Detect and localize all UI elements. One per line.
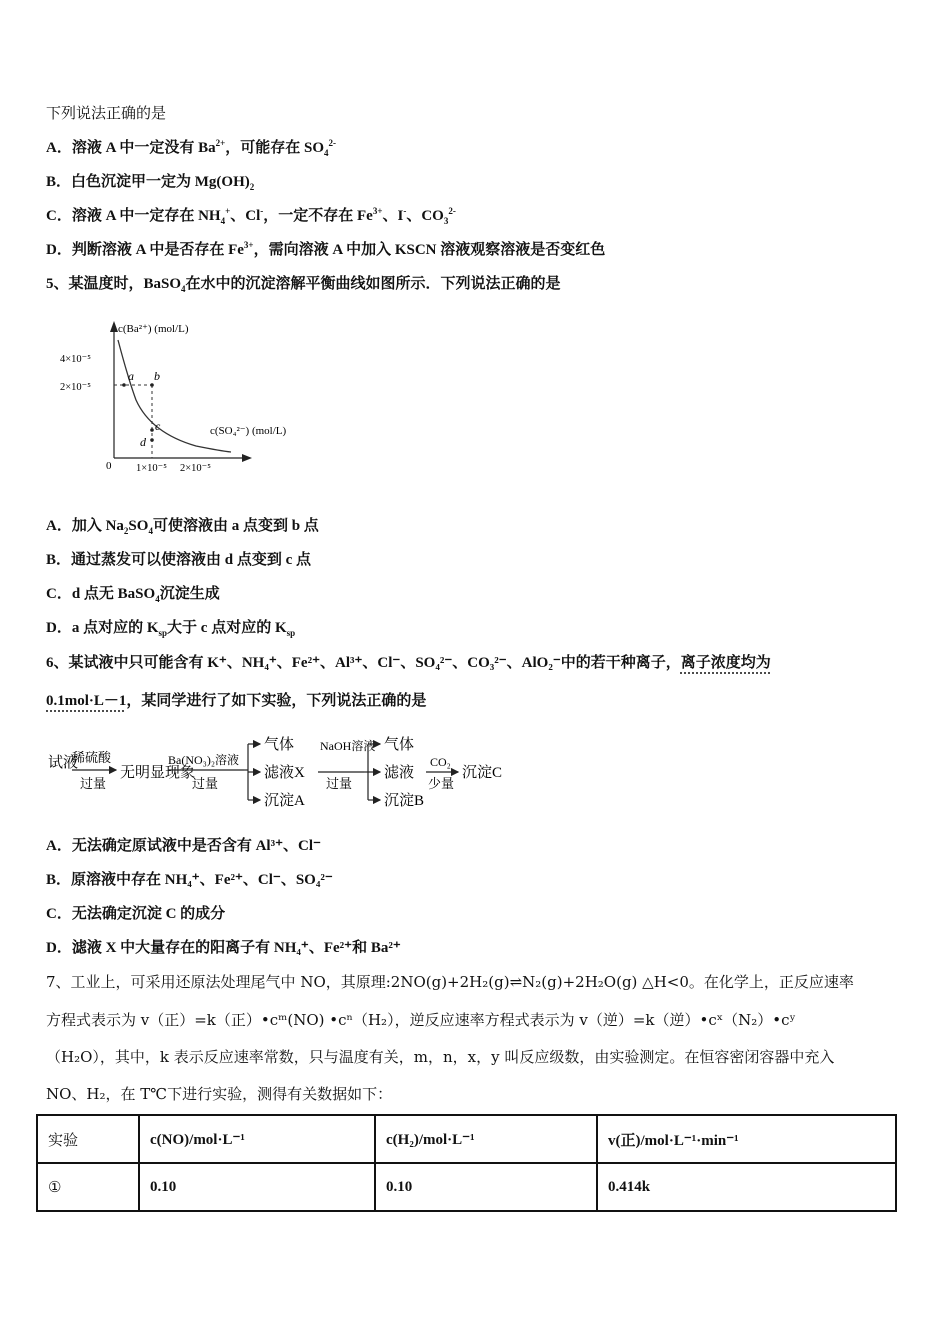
flow-ppt-b: 沉淀B <box>384 793 425 809</box>
table-header-cell: c(H₂)/mol·L⁻¹ <box>375 1115 597 1163</box>
flow-step1: 无明显现象 <box>120 765 196 781</box>
point-a <box>122 383 126 387</box>
q6-option-a[interactable]: A．无法确定原试液中是否含有 Al³⁺、Cl⁻ <box>46 838 321 854</box>
table-row <box>37 1163 896 1211</box>
q5-option-a[interactable]: A．加入 $Na_2SO_4$可使溶液由 a 点变到 b 点 <box>46 518 319 536</box>
q5-option-d[interactable]: D．a 点对应的 $K_{sp}$大于 c 点对应的 $K_{sp}$ <box>46 620 296 638</box>
x-axis-arrow <box>242 454 252 462</box>
q4-option-a[interactable]: A．溶液 A 中一定没有 $Ba^{2+}$，可能存在 $SO_4^{2-}$ <box>46 138 336 158</box>
q4-option-b[interactable]: B．白色沉淀甲一定为 $Mg(OH)_2$ <box>46 174 255 192</box>
table-header-cell: v(正)/mol·L⁻¹·min⁻¹ <box>597 1115 896 1163</box>
flow-filtrate-x: 滤液X <box>264 765 305 781</box>
q4-option-c[interactable]: C．溶液 A 中一定存在 $NH_4^+$、Cl-，一定不存在 $Fe^{3+}$、I-、$CO_3^{2-}$ <box>46 206 456 226</box>
flow-reagent1: 稀硫酸 <box>72 750 112 765</box>
table-cell: 0.414k <box>597 1163 896 1211</box>
y-tick-1: 4×10⁻⁵ <box>60 354 91 365</box>
q6-emphasis-2: 0.1mol·L－1 <box>46 693 127 709</box>
flow-cond4: 少量 <box>428 776 455 791</box>
table-header-cell: 实验 <box>37 1115 139 1163</box>
q6-option-b[interactable]: B．原溶液中存在 NH₄⁺、Fe²⁺、Cl⁻、SO₄²⁻ <box>46 872 333 888</box>
q6-stem-line1: 6、某试液中只可能含有 K⁺、NH₄⁺、Fe²⁺、Al³⁺、Cl⁻、SO₄²⁻、CO₃²⁻、AlO₂⁻中的若干种离子，离子浓度均为 <box>46 655 771 671</box>
table-header-row <box>37 1115 896 1163</box>
flow-reagent4: CO₂ <box>430 755 451 769</box>
flow-cond3: 过量 <box>326 776 353 791</box>
flow-gas1: 气体 <box>264 737 295 753</box>
flow-ppt-c: 沉淀C <box>462 765 503 781</box>
experiment-table <box>36 1114 897 1212</box>
flow-reagent2: Ba(NO₃)₂溶液 <box>168 753 240 767</box>
flow-ppt-a: 沉淀A <box>264 793 305 809</box>
x-tick-2: 2×10⁻⁵ <box>180 463 211 474</box>
q7-line3: （H₂O），其中，k 表示反应速率常数，只与温度有关，m，n，x，y 叫反应级数，由实验测定。在恒容密闭容器中充入 <box>46 1048 835 1066</box>
flow-diagram <box>44 730 514 814</box>
flow-filtrate: 滤液 <box>384 765 415 781</box>
point-d-label: d <box>140 435 146 449</box>
y-axis-arrow <box>110 321 118 332</box>
point-a-label: a <box>128 369 134 383</box>
table-cell: ① <box>37 1163 139 1211</box>
flow-reagent3: NaOH溶液 <box>320 739 376 753</box>
q6-emphasis-1: 离子浓度均为 <box>680 655 771 671</box>
q4-stem: 下列说法正确的是 <box>46 104 167 122</box>
q6-stem-line2: 0.1mol·L－1，某同学进行了如下实验，下列说法正确的是 <box>46 693 427 709</box>
q6-option-d[interactable]: D．滤液 X 中大量存在的阳离子有 NH₄⁺、Fe²⁺和 Ba²⁺ <box>46 940 401 956</box>
y-tick-2: 2×10⁻⁵ <box>60 382 91 393</box>
q5-stem: 5、某温度时，BaSO$_4$在水中的沉淀溶解平衡曲线如图所示．下列说法正确的是 <box>46 276 561 294</box>
point-d <box>150 438 154 442</box>
point-b-label: b <box>154 369 160 383</box>
y-axis-label: c(Ba²⁺) (mol/L) <box>118 323 189 335</box>
q5-option-b[interactable]: B．通过蒸发可以使溶液由 d 点变到 c 点 <box>46 552 312 568</box>
solubility-graph <box>56 318 326 480</box>
q7-line4: NO、H₂，在 T℃下进行实验，测得有关数据如下： <box>46 1085 393 1103</box>
origin-label: 0 <box>106 460 112 472</box>
x-axis-label: c(SO₄²⁻) (mol/L) <box>210 425 287 437</box>
q6-option-c[interactable]: C．无法确定沉淀 C 的成分 <box>46 906 226 922</box>
table-cell: 0.10 <box>375 1163 597 1211</box>
flow-cond1: 过量 <box>80 776 107 791</box>
q7-line1: 7、工业上，可采用还原法处理尾气中 NO，其原理:2NO(g)+2H₂(g)⇌N₂(g)+2H₂O(g) △H<0。在化学上，正反应速率 <box>46 973 854 991</box>
point-c <box>150 428 154 432</box>
flow-gas2: 气体 <box>384 737 415 753</box>
x-tick-1: 1×10⁻⁵ <box>136 463 167 474</box>
point-b <box>150 383 154 387</box>
table-header-cell: c(NO)/mol·L⁻¹ <box>139 1115 375 1163</box>
q7-line2: 方程式表示为 v（正）=k（正）•cᵐ(NO) •cⁿ（H₂），逆反应速率方程式表示为 v（逆）=k（逆）•cˣ（N₂）•cʸ <box>46 1011 796 1029</box>
point-c-label: c <box>155 419 161 433</box>
q4-option-d[interactable]: D．判断溶液 A 中是否存在 $Fe^{3+}$，需向溶液 A 中加入 KSCN 溶液观察溶液是否变红色 <box>46 240 606 258</box>
q5-option-c[interactable]: C．d 点无 BaSO$_4$沉淀生成 <box>46 586 220 604</box>
flow-cond2: 过量 <box>192 776 219 791</box>
table-cell: 0.10 <box>139 1163 375 1211</box>
flow-start-top: 试液 <box>48 755 79 771</box>
